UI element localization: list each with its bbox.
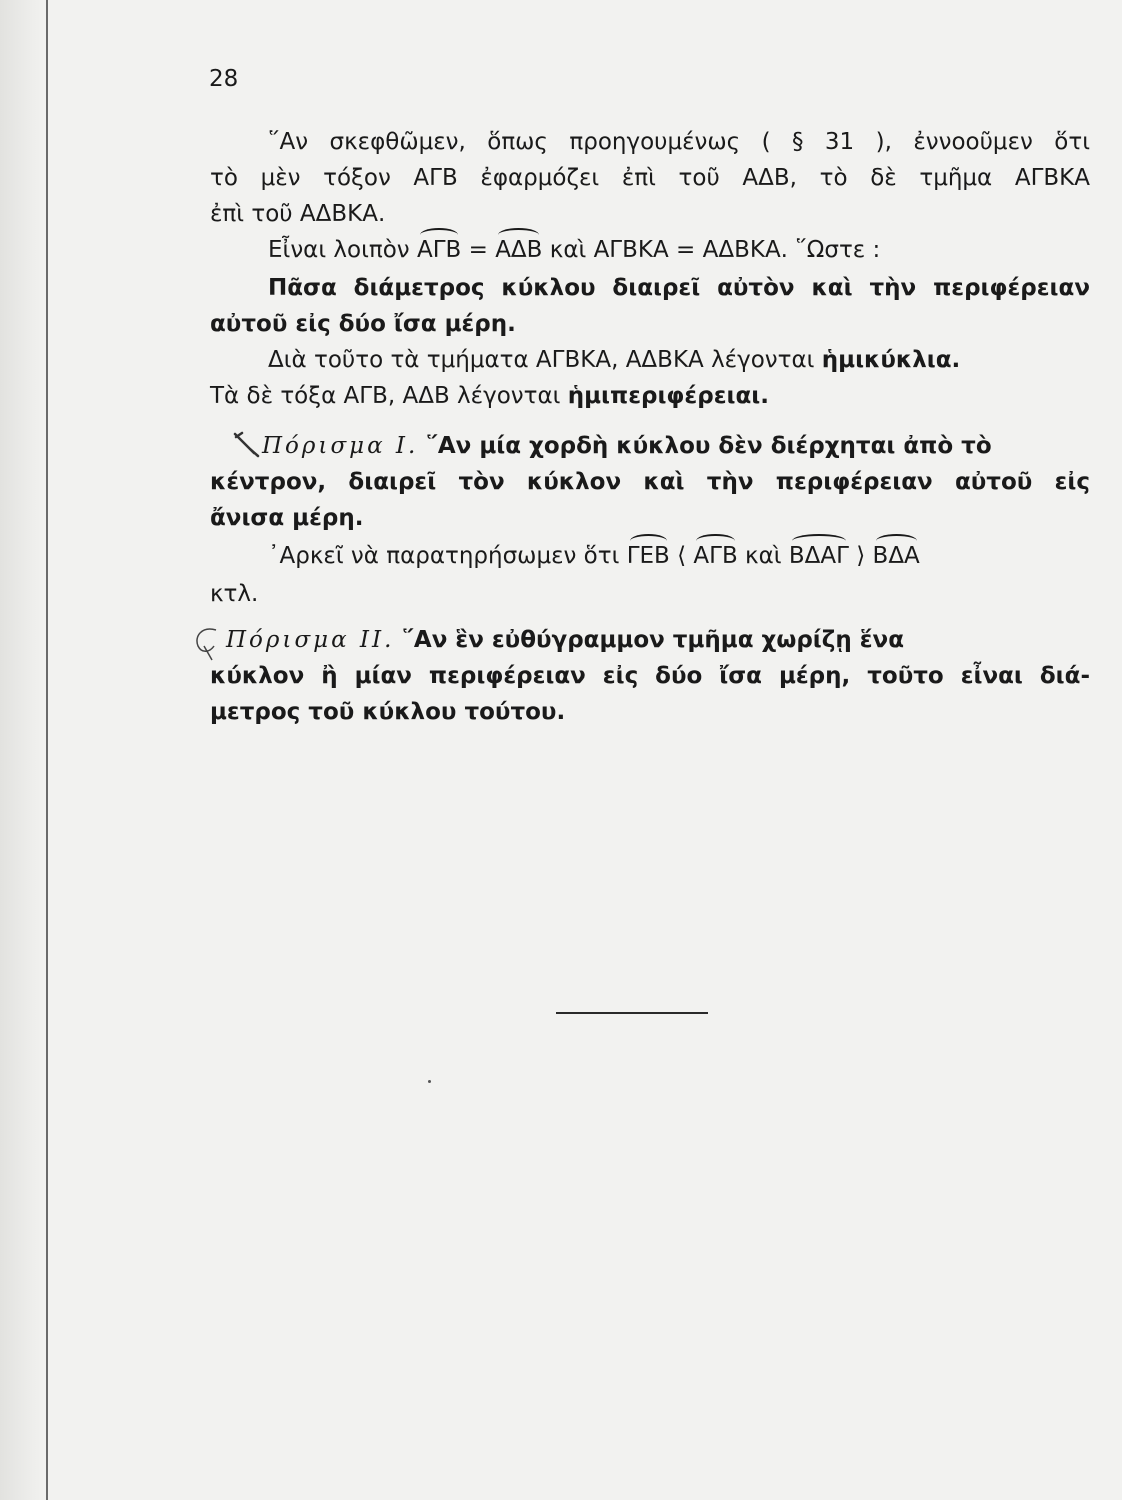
proof1-and: καὶ (737, 543, 789, 569)
conclusion-line (268, 234, 880, 266)
corollary2-label: Πόρισμα ΙΙ. (226, 627, 395, 653)
corollary1-line3: ἄνισα μέρη. (210, 505, 364, 531)
arc-agb: ΑΓΒ (417, 234, 461, 266)
paragraph1-line1: ῞Αν σκεφθῶμεν, ὅπως προηγουμένως ( § 31 ), ἐννοοῦμεν ὅτι (268, 129, 1090, 155)
proof1-greater-than: ⟩ (848, 543, 873, 569)
section-end-rule (556, 1012, 708, 1014)
conclusion-lead: Εἶναι λοιπὸν (268, 237, 410, 263)
corollary1-line2: κέντρον, διαιρεῖ τὸν κύκλον καὶ τὴν περιφέρειαν αὐτοῦ εἰς (210, 469, 1090, 495)
theorem-line1: Πᾶσα διάμετρος κύκλου διαιρεῖ αὐτὸν καὶ τὴν περιφέρειαν (268, 275, 1090, 301)
proof1-less-than: ⟨ (669, 543, 694, 569)
proof1-line1 (268, 540, 920, 572)
paragraph1-line3: ἐπὶ τοῦ ΑΔΒΚΑ. (210, 201, 386, 227)
conclusion-rest: καὶ ΑΓΒΚΑ = ΑΔΒΚΑ. ῞Ωστε : (542, 237, 881, 263)
binding-edge-line (46, 0, 48, 1500)
page-number: 28 (209, 66, 239, 92)
corollary2-line1 (226, 624, 1090, 656)
corollary2-line3: μετρος τοῦ κύκλου τούτου. (210, 699, 566, 725)
corollary1-label: Πόρισμα Ι. (262, 433, 419, 459)
corollary1-line1 (262, 430, 1090, 462)
pen-mark-icon (232, 429, 262, 459)
proof1-line2: κτλ. (210, 581, 259, 607)
proof1-lead: ᾿Αρκεῖ νὰ παρατηρήσωμεν ὅτι (268, 543, 627, 569)
term-semicircles: ἡμικύκλια. (821, 347, 961, 373)
conclusion-equals: = (461, 237, 496, 263)
semicircles-text2: Τὰ δὲ τόξα ΑΓΒ, ΑΔΒ λέγονται (210, 383, 568, 409)
semicircles-text1: Διὰ τοῦτο τὰ τμήματα ΑΓΒΚΑ, ΑΔΒΚΑ λέγονται (268, 347, 822, 373)
paper-speck (428, 1080, 431, 1083)
arc-geb: ΓΕΒ (627, 540, 670, 572)
circle-mark-icon (190, 624, 226, 664)
arc-bda: ΒΔΑ (873, 540, 920, 572)
corollary1-statement-start: ῞Αν μία χορδὴ κύκλου δὲν διέρχηται ἀπὸ τὸ (418, 433, 992, 459)
corollary2-statement-start: ῞Αν ἓν εὐθύγραμμον τμῆμα χωρίζῃ ἕνα (394, 627, 905, 653)
arc-agb-2: ΑΓΒ (693, 540, 737, 572)
theorem-line2: αὐτοῦ εἰς δύο ἴσα μέρη. (210, 311, 516, 337)
semicircles-line2 (210, 380, 769, 412)
semicircles-line1 (268, 344, 960, 376)
corollary2-line2: κύκλον ἢ μίαν περιφέρειαν εἰς δύο ἴσα μέρη, τοῦτο εἶναι διά- (210, 663, 1090, 689)
paragraph1-line2: τὸ μὲν τόξον ΑΓΒ ἐφαρμόζει ἐπὶ τοῦ ΑΔΒ, τὸ δὲ τμῆμα ΑΓΒΚΑ (210, 165, 1090, 191)
arc-bdag: ΒΔΑΓ (789, 540, 849, 572)
binding-edge (0, 0, 48, 1500)
arc-adb: ΑΔΒ (495, 234, 542, 266)
term-semiperimeters: ἡμιπεριφέρειαι. (567, 383, 769, 409)
